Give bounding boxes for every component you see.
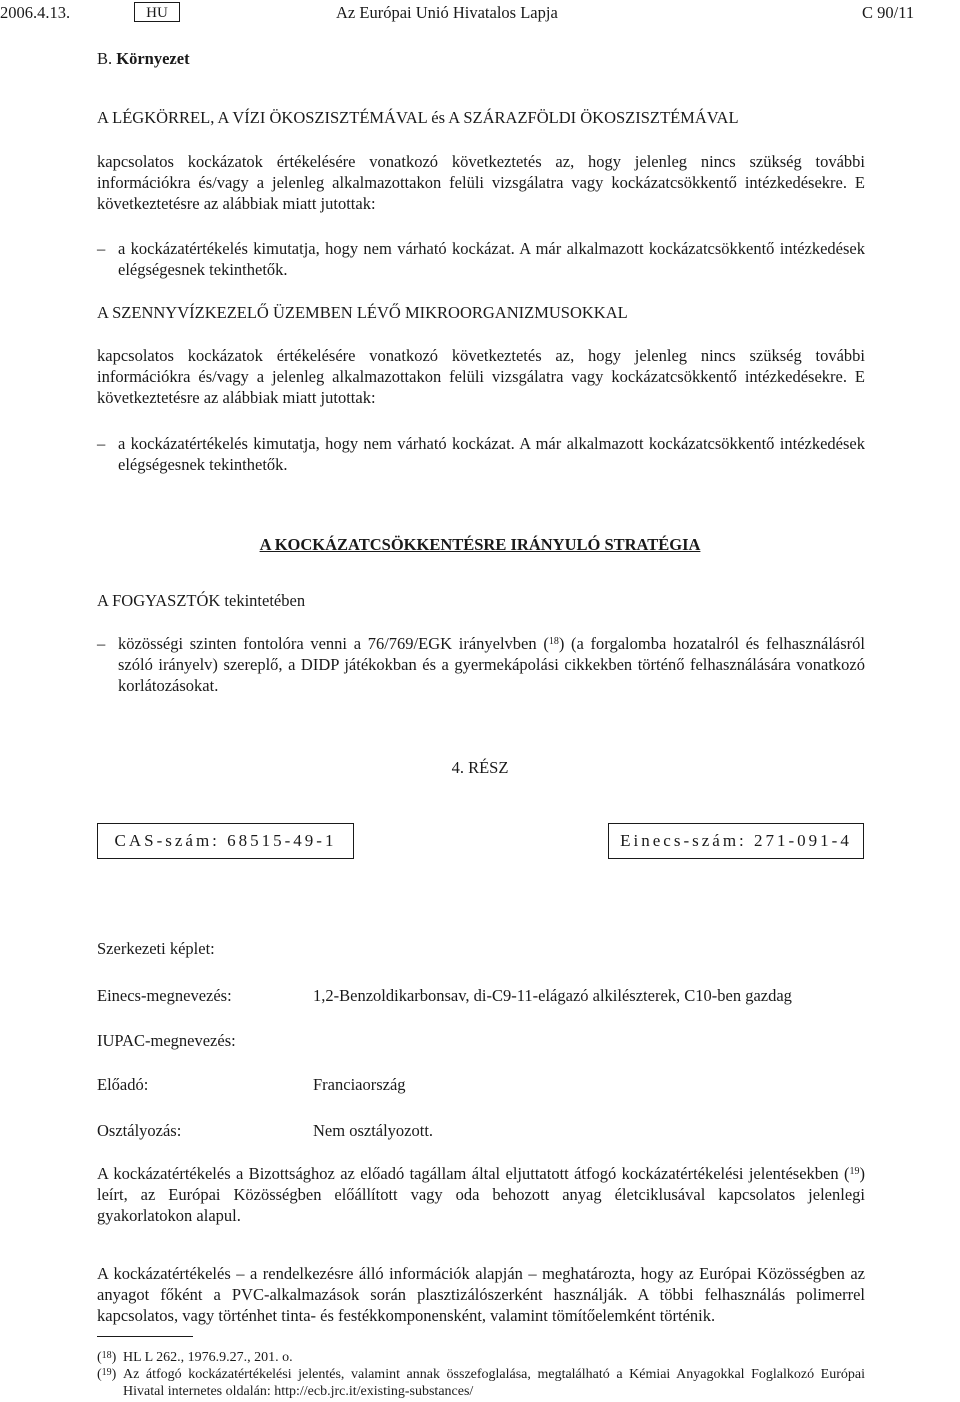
footnote-separator [97, 1336, 193, 1337]
dash-bullet: – [97, 634, 106, 653]
consumers-heading: A FOGYASZTÓK tekintetében [97, 591, 306, 610]
rapporteur-value: Franciaország [313, 1075, 406, 1094]
journal-title: Az Európai Unió Hivatalos Lapja [336, 3, 558, 22]
iupac-label: IUPAC-megnevezés: [97, 1031, 236, 1050]
subheading-atmosphere: A LÉGKÖRREL, A VÍZI ÖKOSZISZTÉMÁVAL és A SZÁRAZFÖLDI ÖKOSZISZTÉMÁVAL [97, 108, 739, 127]
footnote-ref-19: 19 [849, 1166, 860, 1177]
rapporteur-label: Előadó: [97, 1075, 149, 1094]
section-title: Környezet [116, 49, 190, 68]
dash-item-2: a kockázatértékelés kimutatja, hogy nem várható kockázat. A már alkalmazott kockázatcsökkentő intézkedések elégségesnek tekinthetők. [118, 434, 865, 474]
strategy-title: A KOCKÁZATCSÖKKENTÉSRE IRÁNYULÓ STRATÉGIA [259, 535, 701, 554]
risk-assessment-paragraph-2: A kockázatértékelés – a rendelkezésre álló információk alapján – meghatározta, hogy az Európai Közösségben az anyagot főként a PVC-alkalmazások során plasztizálószerként használják. A többi felhasználás polimerrel kapcsolatos, vagy történhet tinta- és festékkomponensként, valamint tömítőelemként történik. [97, 1264, 865, 1325]
classification-value: Nem osztályozott. [313, 1121, 434, 1140]
paragraph-conclusion-2: kapcsolatos kockázatok értékelésére vonatkozó következtetés az, hogy jelenleg nincs szükség további információkra és/vagy a jelenleg alkalmazottakon felüli vizsgálatra vagy kockázatcsökkentő intézkedésekre. E következtetésre az alábbiak miatt jutottak: [97, 346, 865, 407]
subheading-wastewater: A SZENNYVÍZKEZELŐ ÜZEMBEN LÉVŐ MIKROORGANIZMUSOKKAL [97, 303, 628, 322]
language-badge: HU [134, 2, 180, 22]
dash-bullet: – [97, 434, 106, 453]
restriction-item: közösségi szinten fontolóra venni a 76/769/EGK irányelvben ($^{18}$) (a forgalomba hozatalról és felhasználásról szóló irányelv) szereplő, a DIDP játékokban és a gyermekápolási cikkekben történő felhasználására vonatkozó korlátozásokat. [118, 634, 865, 695]
structure-label: Szerkezeti képlet: [97, 939, 215, 958]
dash-bullet: – [97, 239, 106, 258]
footnote-19: Az átfogó kockázatértékelési jelentés, valamint annak összefoglalása, megtalálható a Kémiai Anyagokkal Foglalkozó Európai Hivatal internetes oldalán: http://ecb.jrc.it/existing-substances/ [123, 1367, 865, 1399]
section-heading [97, 48, 190, 69]
risk-assessment-paragraph-1: A kockázatértékelés a Bizottsághoz az előadó tagállam által eljuttatott átfogó kockázatértékelési jelentésekben ($^{19}$) leírt, az Európai Közösségben előállított vagy oda behozott anyag életciklusával kapcsolatos jelenlegi gyakorlatokon alapul. [97, 1164, 865, 1225]
einecs-number-box: Einecs-szám: 271-091-4 [608, 823, 864, 859]
footnote-ref-18: 18 [548, 636, 559, 647]
section-prefix: B. [97, 49, 117, 68]
part-title: 4. RÉSZ [451, 758, 509, 777]
classification-label: Osztályozás: [97, 1121, 182, 1140]
footnote-number: ($^{19}$) [97, 1367, 117, 1382]
footnote-number: ($^{18}$) [97, 1350, 117, 1365]
dash-item-1: a kockázatértékelés kimutatja, hogy nem várható kockázat. A már alkalmazott kockázatcsökkentő intézkedések elégségesnek tekinthetők. [118, 239, 865, 279]
einecs-name-value: 1,2-Benzoldikarbonsav, di-C9-11-elágazó alkilészterek, C10-ben gazdag [313, 986, 792, 1005]
paragraph-conclusion-1: kapcsolatos kockázatok értékelésére vonatkozó következtetés az, hogy jelenleg nincs szükség további információkra és/vagy a jelenleg alkalmazottakon felüli vizsgálatra vagy kockázatcsökkentő intézkedésekre. E következtetésre az alábbiak miatt jutottak: [97, 152, 865, 213]
page-reference: C 90/11 [862, 3, 915, 22]
footnote-18: HL L 262., 1976.9.27., 201. o. [123, 1350, 293, 1365]
einecs-name-label: Einecs-megnevezés: [97, 986, 232, 1005]
cas-number-box: CAS-szám: 68515-49-1 [97, 823, 354, 859]
header-date: 2006.4.13. [0, 3, 71, 22]
